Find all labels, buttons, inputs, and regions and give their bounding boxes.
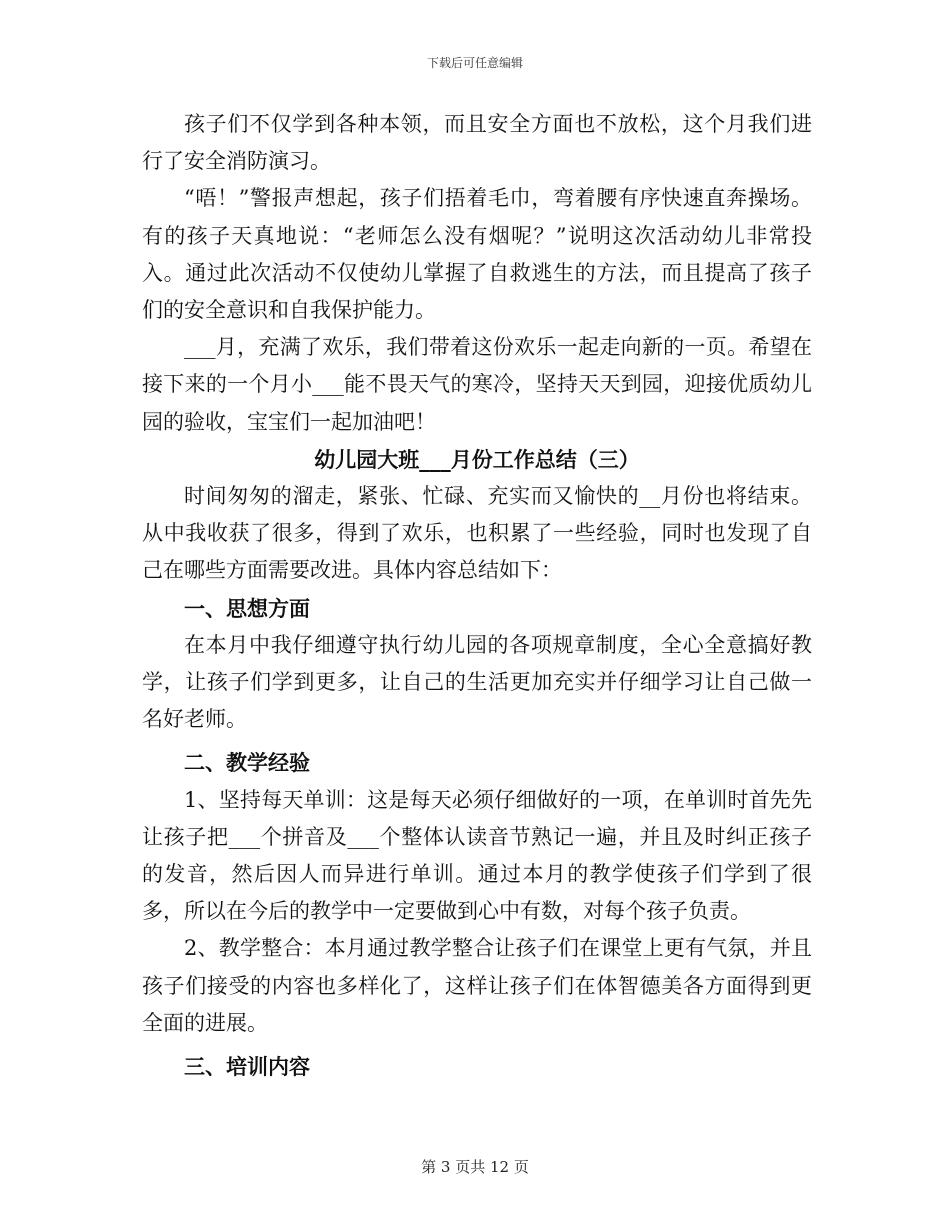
paragraph-thought: 在本月中我仔细遵守执行幼儿园的各项规章制度，全心全意搞好教学，让孩子们学到更多，让自己的生活更加充实并仔细学习让自己做一名好老师。 xyxy=(142,632,812,732)
section-title: 幼儿园大班___月份工作总结（三） xyxy=(314,446,640,472)
heading-teaching: 二、教学经验 xyxy=(184,750,310,776)
paragraph-month-closing: ___月，充满了欢乐，我们带着这份欢乐一起走向新的一页。希望在接下来的一个月小___能不畏天气的寒冷，坚持天天到园，迎接优质幼儿园的验收，宝宝们一起加油吧！ xyxy=(142,335,812,434)
document-body xyxy=(142,106,812,1085)
paragraph-safety-drill: 孩子们不仅学到各种本领，而且安全方面也不放松，这个月我们进行了安全消防演习。 xyxy=(142,112,812,174)
paragraph-alarm: “唔！”警报声想起，孩子们捂着毛巾，弯着腰有序快速直奔操场。有的孩子天真地说：“老师怎么没有烟呢？”说明这次活动幼儿非常投入。通过此次活动不仅使幼儿掌握了自救逃生的方法，而且提高了孩子们的安全意识和自我保护能力。 xyxy=(142,186,812,323)
heading-thought: 一、思想方面 xyxy=(184,595,310,621)
page-number: 第 3 页共 12 页 xyxy=(421,1158,529,1176)
paragraph-daily-training: 1、坚持每天单训：这是每天必须仔细做好的一项，在单训时首先先让孩子把___个拼音及___个整体认读音节熟记一遍，并且及时纠正孩子的发音，然后因人而异进行单训。通过本月的教学使孩子们学到了很多，所以在今后的教学中一定要做到心中有数，对每个孩子负责。 xyxy=(142,787,812,924)
paragraph-integration: 2、教学整合：本月通过教学整合让孩子们在课堂上更有气氛，并且孩子们接受的内容也多样化了，这样让孩子们在体智德美各方面得到更全面的进展。 xyxy=(142,936,812,1035)
heading-training-content: 三、培训内容 xyxy=(184,1054,310,1080)
paragraph-intro: 时间匆匆的溜走，紧张、忙碌、充实而又愉快的__月份也将结束。从中我收获了很多，得到了欢乐，也积累了一些经验，同时也发现了自己在哪些方面需要改进。具体内容总结如下： xyxy=(142,484,812,583)
page-header: 下载后可任意编辑 xyxy=(426,56,523,70)
